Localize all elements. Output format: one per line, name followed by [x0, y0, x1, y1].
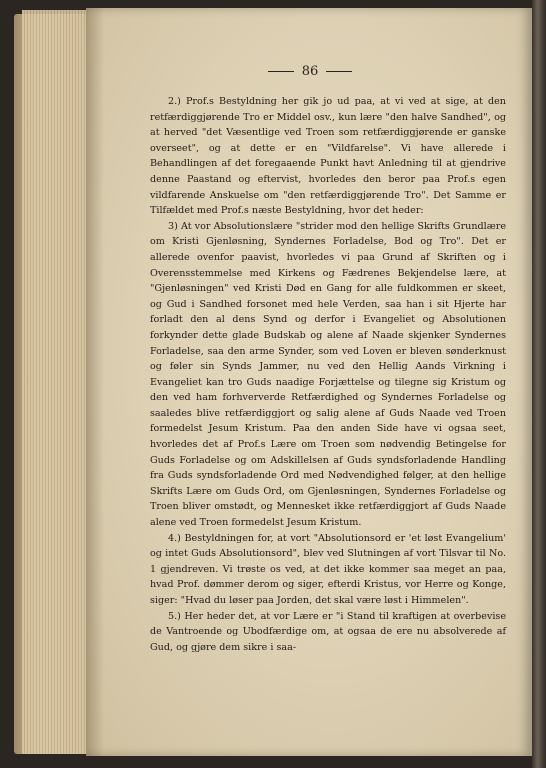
header-rule-left [268, 71, 294, 72]
page-header [100, 64, 520, 79]
page-gutter-shadow [86, 8, 104, 756]
page-body [150, 94, 506, 655]
paragraph-4: 4.) Bestyldningen for, at vort "Absolutionsord er 'et løst Evangelium' og intet Guds Absolutionsord", blev ved Slutningen af vort Tilsvar til No. 1 gjendreven. Vi trøste os ved, at det ikke kommer saa meget an paa, hvad Prof. dømmer derom og siger, efterdi Kristus, vor Herre og Konge, siger: "Hvad du løser paa Jorden, det skal være løst i Himmelen". [150, 532, 506, 606]
right-edge [532, 0, 546, 768]
header-rule-right [326, 71, 352, 72]
paragraph-3: 3) At vor Absolutionslære "strider mod den hellige Skrifts Grundlære om Kristi Gjenløsning, Syndernes Forladelse, Bod og Tro". Det er allerede ovenfor paavist, hvorledes vi paa Grund af Skriften og i Overensstemmelse med Kirkens og Fædrenes Bekjendelse lære, at "Gjenløsningen" ved Kristi Død en Gang for alle fuldkommen er skeet, og Gud i Sandhed forsonet med hele Verden, saa han i sit Hjerte har forladt den al dens Synd og derfor i Evangeliet og Absolutionen forkynder dette glade Budskab og alene af Naade skjenker Syndernes Forladelse, saa den arme Synder, som ved Loven er bleven sønderknust og føler sin Synds Jammer, nu ved den Hellig Aands Virkning i Evangeliet kan tro Guds naadige Forjættelse og tilegne sig Kristum og den ved ham forhververde Retfærdighed og Syndernes Forladelse og saaledes blive retfærdiggjort og salig alene af Guds Naade ved Troen formedelst Jesum Kristum. Paa den anden Side have vi ogsaa seet, hvorledes det af Prof.s Lære om Troen som nødvendig Betingelse for Guds Forladelse og om Adskillelsen af Guds syndsforladende Handling fra Guds syndsforladende Ord med Nødvendighed følger, at den hellige Skrifts Lære om Guds Ord, om Gjenløsningen, Syndernes Forladelse og Troen bliver omstødt, og Mennesket ikke retfærdiggjort af Guds Naade alene ved Troen formedelst Jesum Kristum. [150, 220, 506, 529]
paragraph-2: 2.) Prof.s Bestyldning her gik jo ud paa, at vi ved at sige, at den retfærdiggjørende Tro er Middel osv., kun lære "den halve Sandhed", og at herved "det Væsentlige ved Troen som retfærdiggjørende er ganske overseet", og at dette er en "Vildfarelse". Vi have allerede i Behandlingen af det foregaaende Punkt havt Anledning til at gjendrive denne Paastand og eftervist, hvorledes den beror paa Prof.s egen vildfarende Anskuelse om "den retfærdiggjørende Tro". Det Samme er Tilfældet med Prof.s næste Bestyldning, hvor det heder: [150, 96, 506, 217]
paragraph-5: 5.) Her heder det, at vor Lære er "i Stand til kraftigen at overbevise de Vantroende og Ubodfærdige om, at ogsaa de ere nu absolverede af Gud, og gjøre dem sikre i saa- [150, 610, 506, 653]
page-number: 86 [301, 64, 319, 79]
